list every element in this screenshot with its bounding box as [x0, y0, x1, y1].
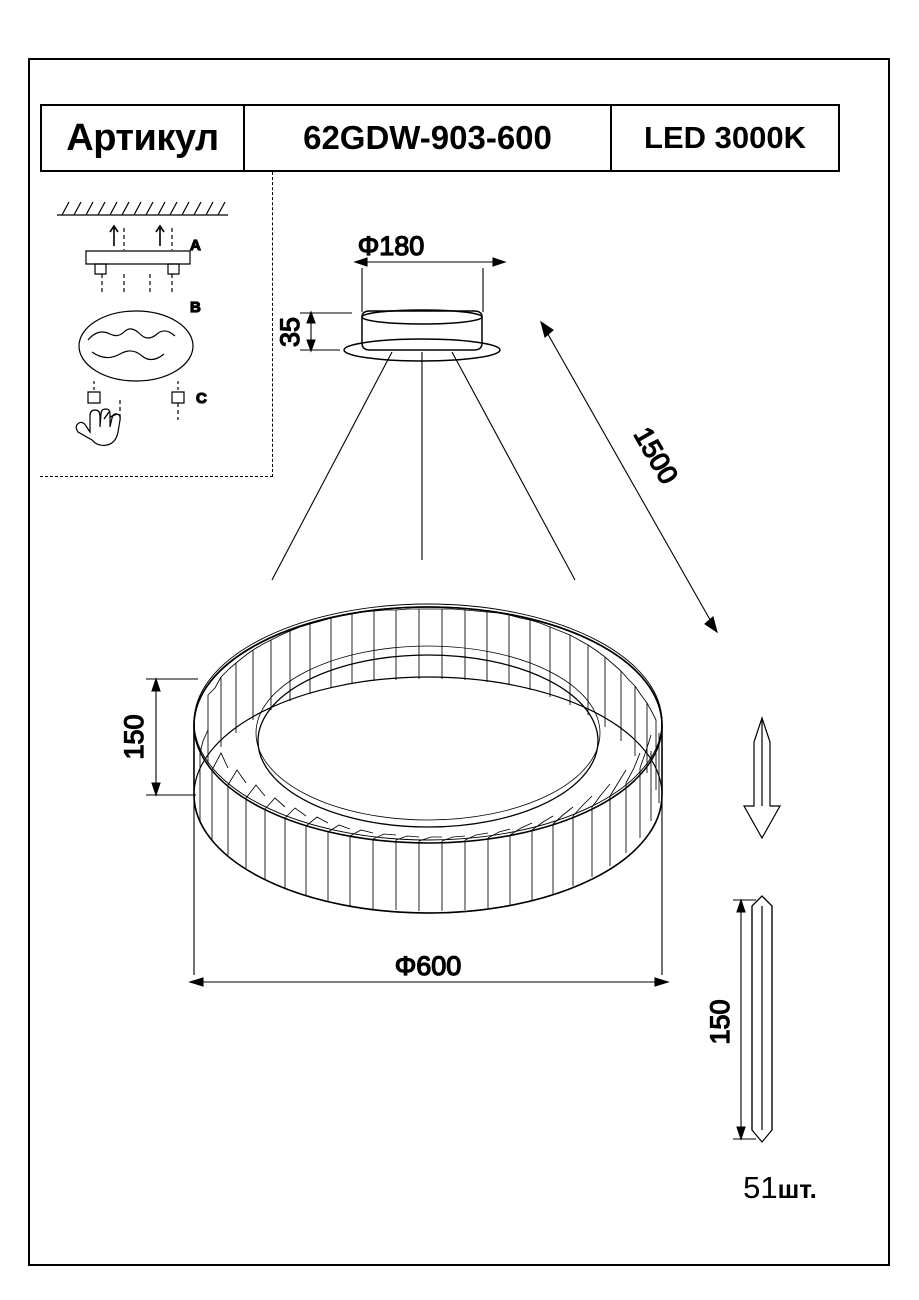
canopy-wiring	[79, 311, 193, 420]
mounting-plate	[86, 251, 190, 295]
ceiling-hatch-icon	[57, 202, 228, 215]
down-arrow-icon	[744, 718, 780, 838]
dim-canopy-diameter-text: Φ180	[357, 231, 425, 261]
dim-canopy-height-text: 35	[275, 316, 305, 348]
step-label-c: C	[196, 390, 207, 407]
hand-icon	[76, 409, 120, 445]
suspension-cables	[272, 352, 575, 580]
article-label: Артикул	[42, 106, 245, 170]
dim-crystal-height-text: 150	[705, 999, 735, 1045]
quantity-value: 51	[743, 1170, 778, 1205]
crystal-ring	[194, 604, 662, 913]
dim-suspension-length	[541, 322, 717, 632]
led-spec: LED 3000K	[644, 120, 806, 155]
step-label-a: A	[190, 237, 201, 254]
step-label-b: B	[190, 299, 201, 316]
quantity-unit: шт.	[777, 1174, 817, 1204]
dim-ring-height-text: 150	[119, 714, 149, 760]
dim-suspension-length-text: 1500	[627, 421, 684, 490]
dim-canopy-height	[300, 312, 352, 351]
mounting-screws	[110, 226, 172, 250]
installation-detail	[57, 202, 228, 445]
article-number: 62GDW-903-600	[245, 106, 612, 170]
crystal-element-detail	[752, 896, 772, 1142]
crystal-quantity	[700, 1170, 860, 1206]
dim-canopy-diameter	[355, 258, 505, 312]
dim-ring-height	[146, 679, 198, 795]
dim-ring-diameter-text: Φ600	[394, 951, 462, 981]
